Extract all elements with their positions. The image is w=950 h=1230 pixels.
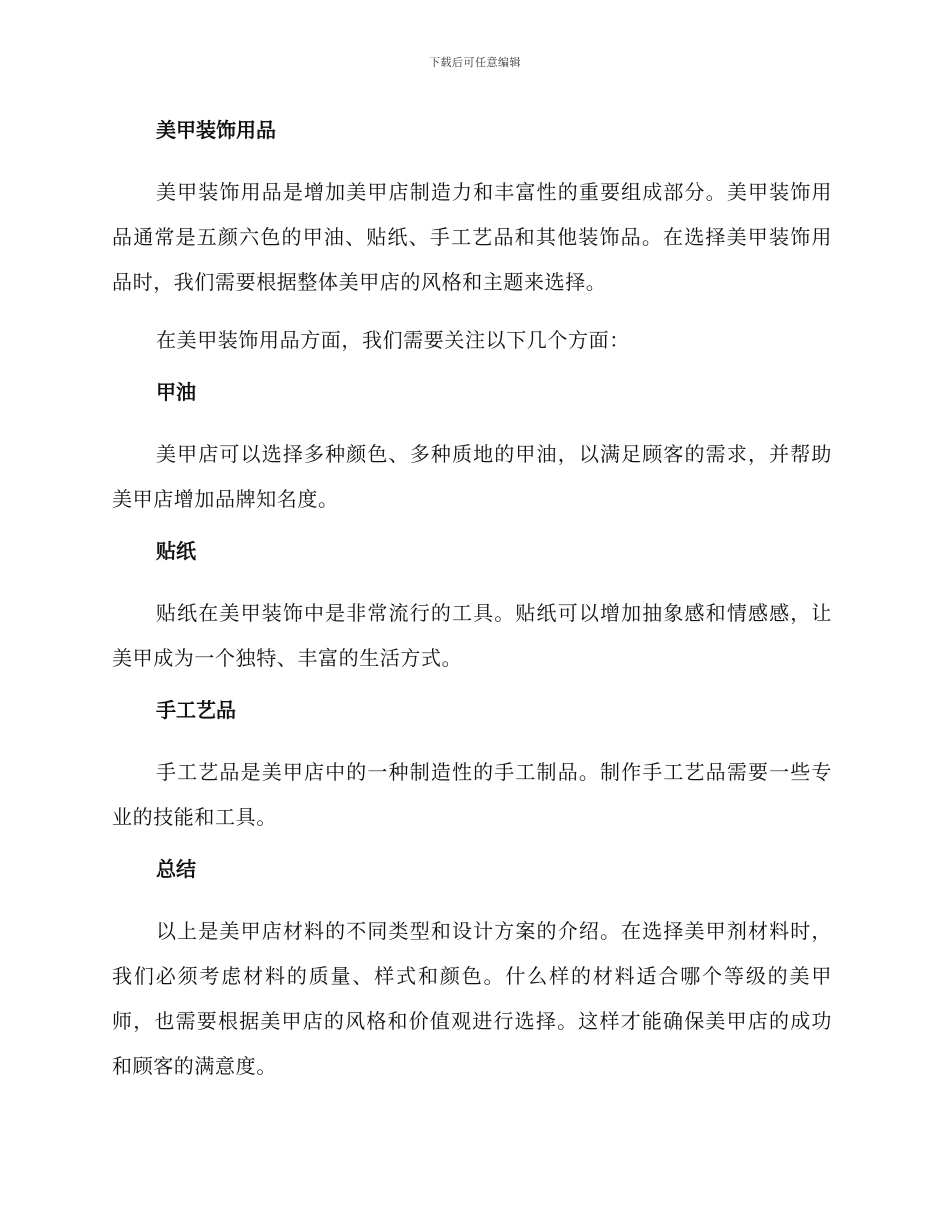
paragraph-aspects-intro: 在美甲装饰用品方面，我们需要关注以下几个方面： <box>156 328 630 352</box>
paragraph-handicrafts: 手工艺品是美甲店中的一种制造性的手工制品。制作手工艺品需要一些专业的技能和工具。 <box>112 760 832 829</box>
paragraph-decor-supplies-intro: 美甲装饰用品是增加美甲店制造力和丰富性的重要组成部分。美甲装饰用品通常是五颜六色的甲油、贴纸、手工艺品和其他装饰品。在选择美甲装饰用品时，我们需要根据整体美甲店的风格和主题来选择。 <box>112 180 832 294</box>
document-body <box>112 114 832 1102</box>
section-heading-decor-supplies: 美甲装饰用品 <box>156 118 276 142</box>
header-note: 下载后可任意编辑 <box>429 56 521 69</box>
section-heading-nail-polish: 甲油 <box>156 380 196 404</box>
section-heading-stickers: 贴纸 <box>156 539 196 563</box>
paragraph-stickers: 贴纸在美甲装饰中是非常流行的工具。贴纸可以增加抽象感和情感感，让美甲成为一个独特、丰富的生活方式。 <box>112 601 832 670</box>
paragraph-summary: 以上是美甲店材料的不同类型和设计方案的介绍。在选择美甲剂材料时，我们必须考虑材料的质量、样式和颜色。什么样的材料适合哪个等级的美甲师，也需要根据美甲店的风格和价值观进行选择。这样才能确保美甲店的成功和顾客的满意度。 <box>112 919 832 1078</box>
section-heading-handicrafts: 手工艺品 <box>156 698 236 722</box>
paragraph-nail-polish: 美甲店可以选择多种颜色、多种质地的甲油，以满足顾客的需求，并帮助美甲店增加品牌知名度。 <box>112 442 832 511</box>
section-heading-summary: 总结 <box>156 857 196 881</box>
